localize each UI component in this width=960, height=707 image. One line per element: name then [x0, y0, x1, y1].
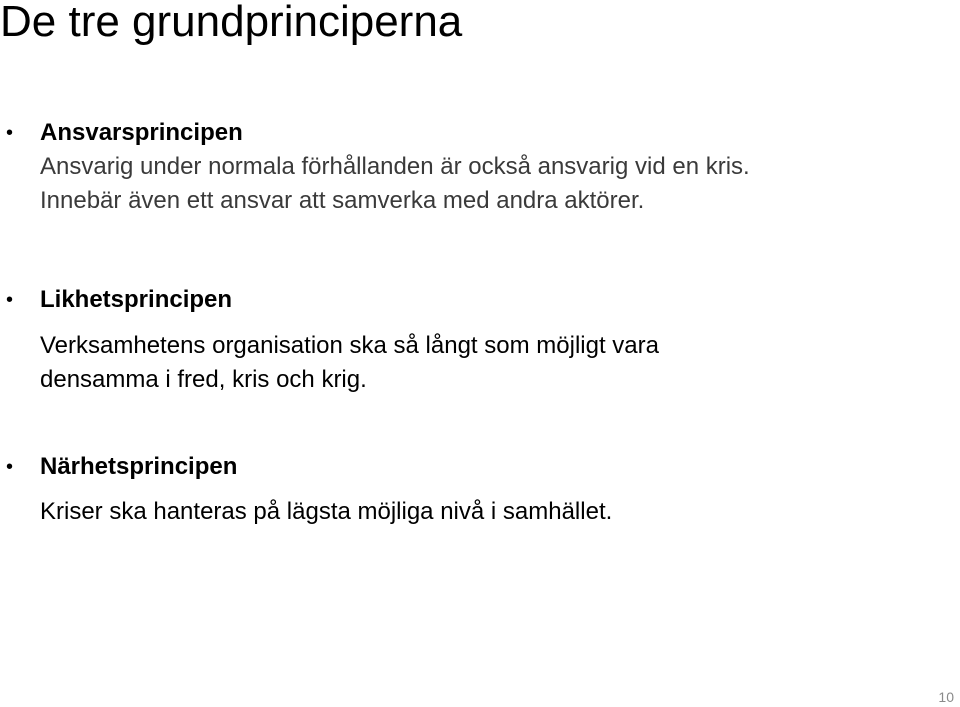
- body-line: Verksamhetens organisation ska så långt som möjligt vara: [40, 332, 659, 359]
- body-line: Kriser ska hanteras på lägsta möjliga nivå i samhället.: [40, 498, 613, 525]
- body-line: Innebär även ett ansvar att samverka med andra aktörer.: [40, 187, 645, 214]
- body-line: Ansvarig under normala förhållanden är också ansvarig vid en kris.: [40, 153, 750, 180]
- body-line: densamma i fred, kris och krig.: [40, 366, 367, 393]
- bullet-heading: Närhetsprincipen: [40, 453, 238, 480]
- bullet-body: [40, 329, 659, 397]
- bullet-dot-icon: •: [6, 122, 14, 144]
- bullet-dot-icon: •: [6, 456, 14, 478]
- page-number: 10: [938, 689, 954, 705]
- bullet-heading: Ansvarsprincipen: [40, 119, 243, 146]
- bullet-body: [40, 495, 612, 529]
- slide-title: De tre grundprinciperna: [0, 0, 463, 46]
- bullet-heading: Likhetsprincipen: [40, 286, 233, 313]
- bullet-dot-icon: •: [6, 289, 14, 311]
- bullet-body: [40, 150, 750, 218]
